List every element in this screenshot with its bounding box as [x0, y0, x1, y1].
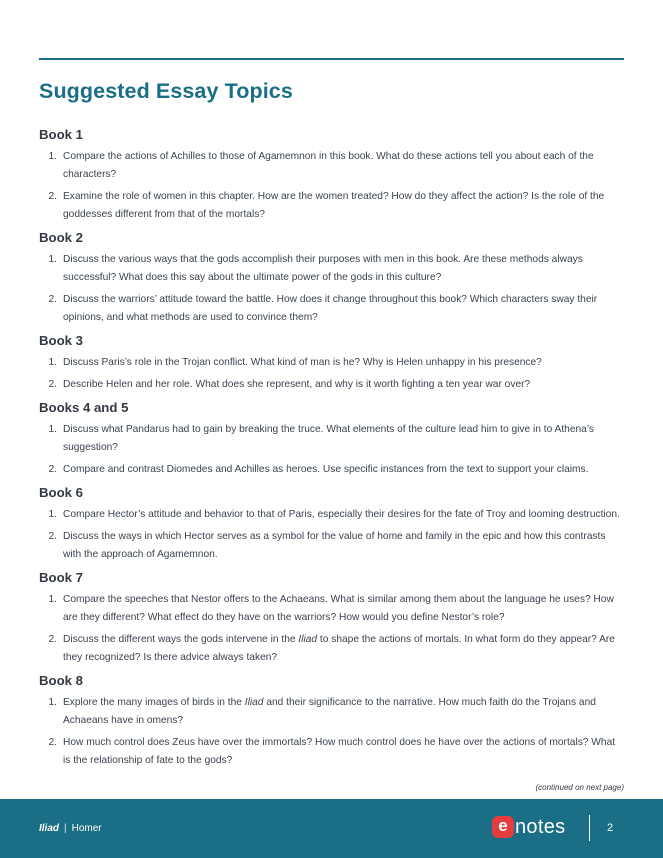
topic-list [39, 251, 629, 327]
list-item [39, 291, 629, 327]
item-number: 1. [48, 594, 57, 605]
item-number: 1. [48, 151, 57, 162]
item-title-italic: Iliad [298, 634, 318, 645]
section-heading: Book 6 [39, 485, 83, 500]
footer-divider [589, 815, 590, 841]
item-text: Compare the actions of Achilles to those of Agamemnon in this book. What do these actions tell you about each of the characters? [63, 151, 594, 180]
list-item [39, 188, 629, 224]
list-item [39, 694, 629, 730]
item-number: 2. [48, 531, 57, 542]
topic-list [39, 506, 629, 564]
item-number: 1. [48, 357, 57, 368]
page-title: Suggested Essay Topics [39, 79, 293, 103]
topic-list [39, 591, 629, 667]
section-heading: Book 3 [39, 333, 83, 348]
section-book [39, 399, 629, 479]
list-item [39, 376, 629, 394]
item-number: 1. [48, 509, 57, 520]
item-text: Describe Helen and her role. What does she represent, and why is it worth fighting a ten year war over? [63, 379, 531, 390]
section-book [39, 569, 629, 667]
footer-citation [39, 823, 102, 834]
continued-note: (continued on next page) [535, 783, 624, 792]
item-text: Compare and contrast Diomedes and Achilles as heroes. Use specific instances from the text to support your claims. [63, 464, 589, 475]
item-number: 2. [48, 294, 57, 305]
item-number: 2. [48, 737, 57, 748]
enotes-logo-word: notes [515, 816, 566, 838]
section-heading: Book 2 [39, 230, 83, 245]
item-text [63, 631, 629, 667]
item-text-part: Discuss the different ways the gods intervene in the [63, 634, 299, 645]
list-item [39, 148, 629, 184]
topic-list [39, 694, 629, 770]
list-item [39, 506, 629, 524]
footer-book-title: Iliad [39, 823, 60, 834]
section-book [39, 672, 629, 770]
section-book [39, 484, 629, 564]
item-number: 1. [48, 697, 57, 708]
item-text-part: and their significance to the narrative. How much faith do the Trojans and Achaeans have in omens? [63, 697, 596, 726]
list-item [39, 461, 629, 479]
top-divider [39, 58, 624, 60]
item-text-part: to shape the actions of mortals. In what form do they appear? Are they recognized? Is there advice always taken? [63, 634, 615, 663]
list-item [39, 591, 629, 627]
list-item [39, 251, 629, 287]
item-number: 2. [48, 634, 57, 645]
topic-list [39, 421, 629, 479]
section-heading: Books 4 and 5 [39, 400, 129, 415]
item-text: Examine the role of women in this chapter. How are the women treated? How do they affect the action? Is the role of the goddesses different from that of the mortals? [63, 191, 605, 220]
list-item [39, 354, 629, 372]
section-heading: Book 1 [39, 127, 83, 142]
footer-separator: | [64, 823, 67, 834]
item-text: Discuss what Pandarus had to gain by breaking the truce. What elements of the culture lead him to give in to Athena’s suggestion? [63, 424, 594, 453]
essay-topics-list [39, 126, 629, 775]
item-text: Discuss the warriors’ attitude toward the battle. How does it change throughout this book? Which characters sway their opinions, and what methods are used to convince them? [63, 294, 598, 323]
section-book [39, 332, 629, 394]
item-text: Compare the speeches that Nestor offers to the Achaeans. What is similar among them about the language he uses? How are they different? What effect do they have on the warriors? How would you define Nestor’s role? [63, 594, 614, 623]
item-number: 2. [48, 191, 57, 202]
item-number: 2. [48, 464, 57, 475]
item-number: 1. [48, 254, 57, 265]
item-text [63, 694, 629, 730]
list-item [39, 734, 629, 770]
item-text: Discuss Paris’s role in the Trojan conflict. What kind of man is he? Why is Helen unhappy in his presence? [63, 357, 542, 368]
item-title-italic: Iliad [244, 697, 264, 708]
enotes-logo [492, 814, 565, 840]
page-number: 2 [607, 822, 614, 834]
item-text: Compare Hector’s attitude and behavior to that of Paris, especially their desires for the fate of Troy and looming destruction. [63, 509, 620, 520]
list-item [39, 631, 629, 667]
enotes-logo-icon: e [492, 816, 514, 838]
item-text: Discuss the various ways that the gods accomplish their purposes with men in this book. Are these methods always successful? What does this say about the ultimate power of the gods in this culture? [63, 254, 583, 283]
topic-list [39, 354, 629, 394]
item-text-part: Explore the many images of birds in the [63, 697, 245, 708]
section-book [39, 126, 629, 224]
item-number: 1. [48, 424, 57, 435]
item-text: Discuss the ways in which Hector serves as a symbol for the value of home and family in the epic and how this contrasts with the approach of Agamemnon. [63, 531, 606, 560]
list-item [39, 528, 629, 564]
page-footer [0, 799, 663, 858]
footer-author: Homer [71, 823, 102, 834]
section-heading: Book 7 [39, 570, 83, 585]
item-number: 2. [48, 379, 57, 390]
section-book [39, 229, 629, 327]
list-item [39, 421, 629, 457]
topic-list [39, 148, 629, 224]
item-text: How much control does Zeus have over the immortals? How much control does he have over the actions of mortals? What is the relationship of fate to the gods? [63, 737, 616, 766]
section-heading: Book 8 [39, 673, 83, 688]
